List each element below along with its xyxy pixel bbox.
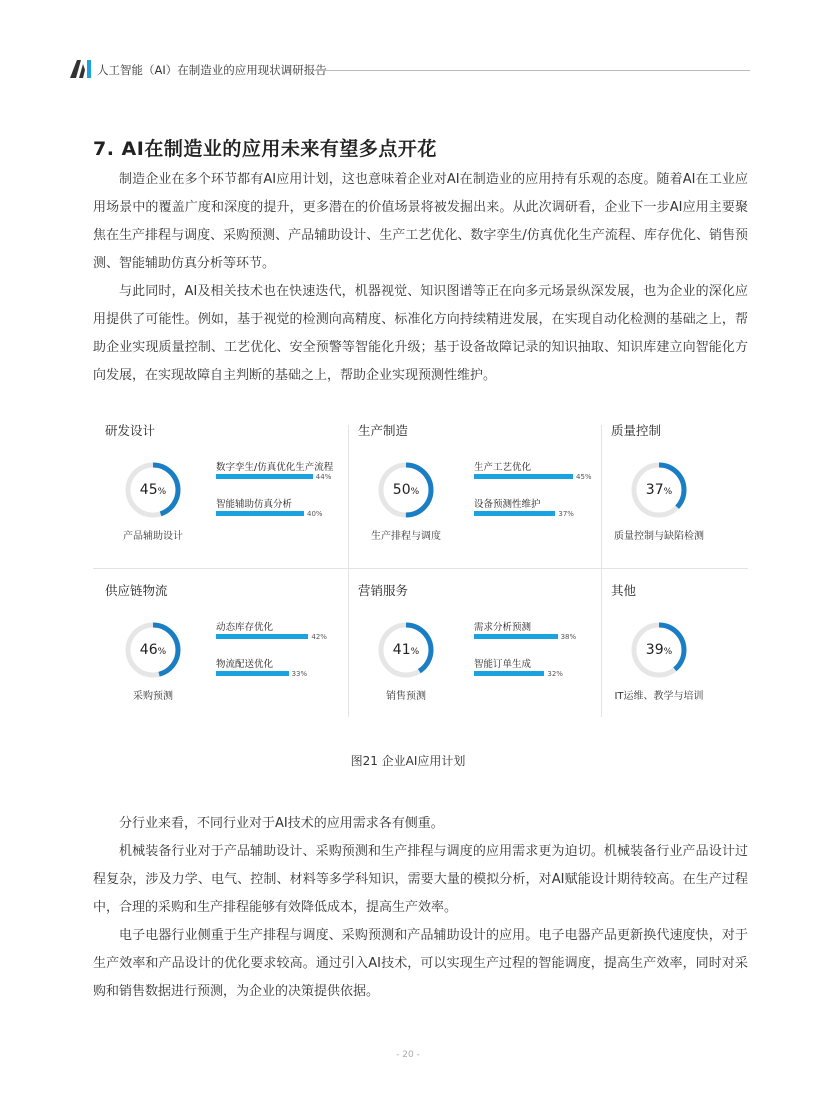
donut-label: IT运维、教学与培训 [614,691,704,702]
figure-divider-horizontal [93,568,748,569]
donut-chart [123,620,183,680]
bar-value: 37% [558,510,574,518]
bar [216,474,313,479]
bar-label: 需求分析预测 [474,622,532,633]
donut-value [376,460,436,520]
donut-chart [629,460,689,520]
donut-value [629,620,689,680]
bar [216,634,308,639]
bar-label: 智能订单生成 [474,659,532,670]
donut-value-number: 50 [392,482,411,498]
donut-value-unit: % [663,487,673,497]
bar-label: 生产工艺优化 [474,462,532,473]
panel-title: 供应链物流 [105,583,168,598]
bar-label: 物流配送优化 [216,659,274,670]
page-header [70,60,750,80]
donut-chart [123,460,183,520]
bar [474,474,573,479]
donut-value-number: 46 [139,642,158,658]
ai-plan-figure [93,405,748,727]
bar-label: 动态库存优化 [216,622,274,633]
donut-value [376,620,436,680]
donut-value-unit: % [157,487,167,497]
panel-title: 质量控制 [611,423,662,438]
bar-value: 45% [576,473,592,481]
donut-value-number: 41 [392,642,411,658]
donut-value-number: 37 [645,482,664,498]
bar-label: 设备预测性维护 [474,499,541,510]
section-heading: 7. AI在制造业的应用未来有望多点开花 [93,138,437,160]
report-title: 人工智能（AI）在制造业的应用现状调研报告 [97,63,327,77]
donut-value [123,460,183,520]
figure-caption: 图21 企业AI应用计划 [350,754,466,768]
bar-value: 38% [560,633,577,641]
bar [474,671,544,676]
donut-value-unit: % [663,647,673,657]
ai-logo-icon [70,60,92,78]
bar-label: 数字孪生/仿真优化生产流程 [216,462,334,473]
header-rule [313,70,750,71]
bar-value: 33% [291,670,308,678]
bar [474,634,558,639]
donut-label: 质量控制与缺陷检测 [614,531,704,542]
donut-value-number: 39 [645,642,664,658]
bar-value: 40% [307,510,323,518]
donut-value-unit: % [157,647,167,657]
donut-chart [376,620,436,680]
donut-chart [629,620,689,680]
figure-divider-vertical-1 [348,425,349,717]
panel-title: 生产制造 [358,423,409,438]
paragraph-5: 电子电器行业侧重于生产排程与调度、采购预测和产品辅助设计的应用。电子电器产品更新换代速度快，对于生产效率和产品设计的优化要求较高。通过引入AI技术，可以实现生产过程的智能调度，提高生产效率，同时对采购和销售数据进行预测，为企业的决策提供依据。 [93,928,748,999]
panel-title: 其他 [611,583,637,598]
bar-value: 42% [311,633,327,641]
donut-label: 生产排程与调度 [371,531,441,542]
bar [216,511,304,516]
bar-value: 32% [547,670,563,678]
donut-label: 采购预测 [133,691,173,702]
page-number: - 20 - [396,1050,420,1060]
bar-label: 智能辅助仿真分析 [216,499,293,510]
bar [474,511,555,516]
bar [216,671,289,676]
donut-value-number: 45 [139,482,158,498]
figure-divider-vertical-2 [601,425,602,717]
panel-title: 营销服务 [358,583,409,598]
donut-label: 产品辅助设计 [123,531,183,542]
donut-value-unit: % [410,647,420,657]
bar-value: 44% [315,473,332,481]
donut-value [629,460,689,520]
paragraph-4: 机械装备行业对于产品辅助设计、采购预测和生产排程与调度的应用需求更为迫切。机械装备行业产品设计过程复杂，涉及力学、电气、控制、材料等多学科知识，需要大量的模拟分析，对AI赋能设计期待较高。在生产过程中，合理的采购和生产排程能够有效降低成本，提高生产效率。 [93,844,748,915]
donut-value [123,620,183,680]
paragraph-3: 分行业来看，不同行业对于AI技术的应用需求各有侧重。 [119,816,444,831]
paragraph-2: 与此同时，AI及相关技术也在快速迭代，机器视觉、知识图谱等正在向多元场景纵深发展，也为企业的深化应用提供了可能性。例如，基于视觉的检测向高精度、标准化方向持续精进发展，在实现自动化检测的基础之上，帮助企业实现质量控制、工艺优化、安全预警等智能化升级；基于设备故障记录的知识抽取、知识库建立向智能化方向发展，在实现故障自主判断的基础之上，帮助企业实现预测性维护。 [93,284,748,383]
donut-value-unit: % [410,487,420,497]
donut-label: 销售预测 [386,691,426,702]
donut-chart [376,460,436,520]
panel-title: 研发设计 [105,423,156,438]
paragraph-1: 制造企业在多个环节都有AI应用计划，这也意味着企业对AI在制造业的应用持有乐观的态度。随着AI在工业应用场景中的覆盖广度和深度的提升，更多潜在的价值场景将被发掘出来。从此次调研看，企业下一步AI应用主要聚焦在生产排程与调度、采购预测、产品辅助设计、生产工艺优化、数字孪生/仿真优化生产流程、库存优化、销售预测、智能辅助仿真分析等环节。 [93,172,748,271]
